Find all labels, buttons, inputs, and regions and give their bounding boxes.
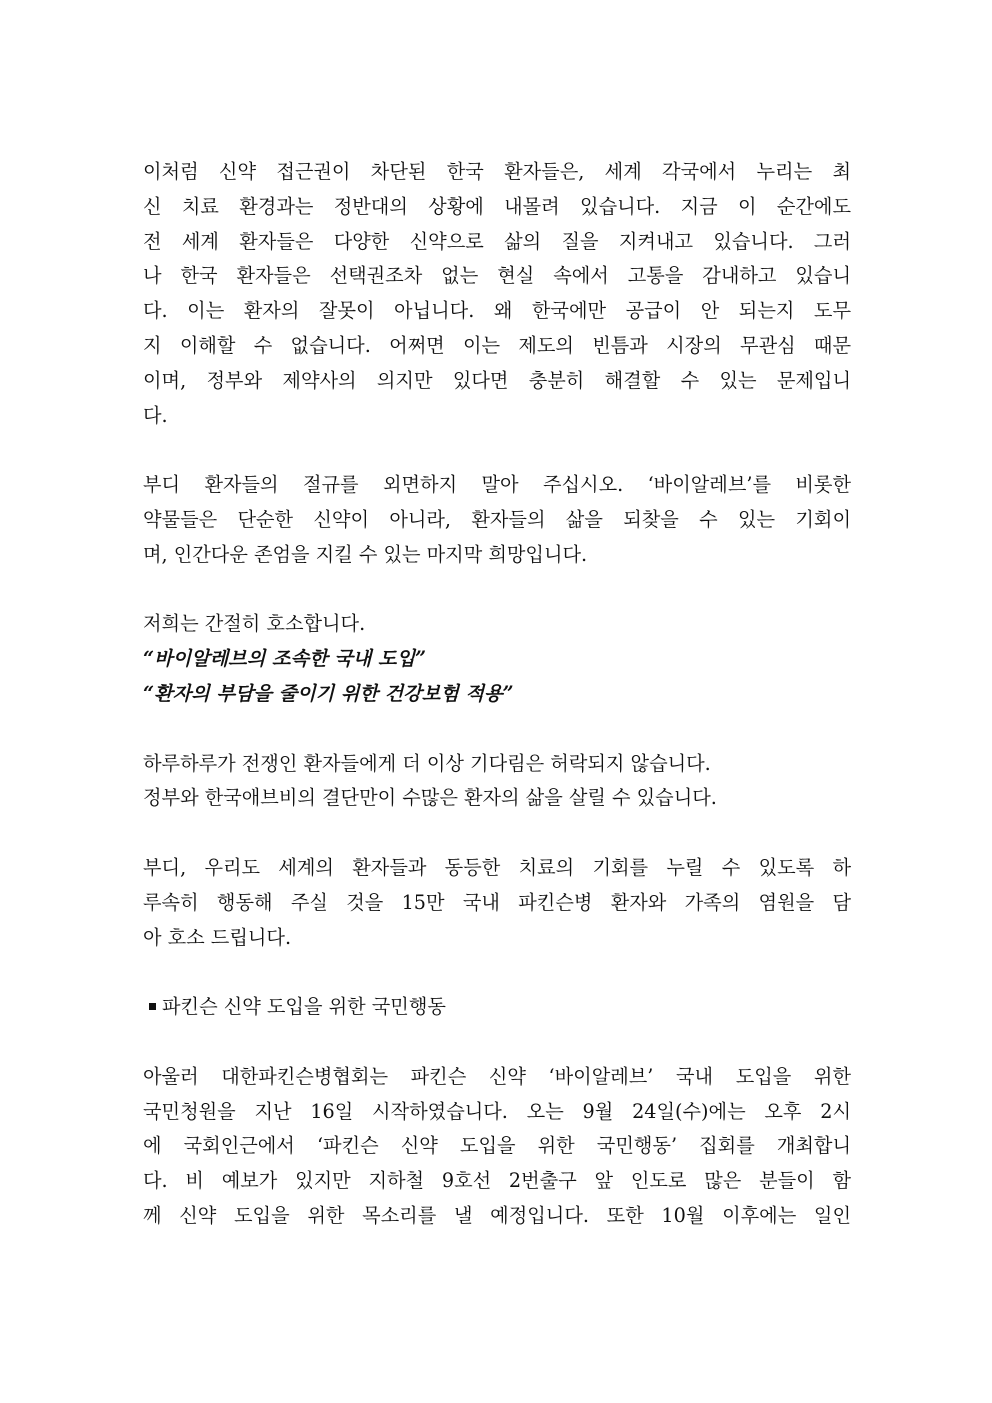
text-line: 부디, 우리도 세계의 환자들과 동등한 치료의 기회를 누릴 수 있도록 하 <box>143 855 851 879</box>
text-line: 아울러 대한파킨슨병협회는 파킨슨 신약 ‘바이알레브’ 국내 도입을 위한 <box>143 1064 851 1088</box>
paragraph-spacer <box>143 816 851 851</box>
text-line: 정부와 한국애브비의 결단만이 수많은 환자의 삶을 살릴 수 있습니다. <box>143 786 717 810</box>
text-line: 며, 인간다운 존엄을 지킬 수 있는 마지막 희망입니다. <box>143 542 588 566</box>
text-line: 다. 이는 환자의 잘못이 아닙니다. 왜 한국에만 공급이 안 되는지 도무 <box>143 299 851 323</box>
paragraph-spacer <box>143 712 851 747</box>
appeal-item: “환자의 부담을 줄이기 위한 건강보험 적용” <box>143 681 514 705</box>
text-line: 국민청원을 지난 16일 시작하였습니다. 오는 9월 24일(수)에는 오후 2시 <box>143 1099 851 1123</box>
paragraph-spacer <box>143 433 851 468</box>
paragraph-patients-blocked <box>143 155 851 433</box>
text-line: 지 이해할 수 없습니다. 어쩌면 이는 제도의 빈틈과 시장의 무관심 때문 <box>143 333 851 357</box>
text-line: 다. 비 예보가 있지만 지하철 9호선 2번출구 앞 인도로 많은 분들이 함 <box>143 1169 851 1193</box>
text-line: 에 국회인근에서 ‘파킨슨 신약 도입을 위한 국민행동’ 집회를 개최합니 <box>143 1134 851 1158</box>
text-line: 부디 환자들의 절규를 외면하지 말아 주십시오. ‘바이알레브’를 비롯한 <box>143 473 851 497</box>
paragraph-spacer <box>143 1025 851 1060</box>
paragraph-plea <box>143 468 851 572</box>
section-heading-text: 파킨슨 신약 도입을 위한 국민행동 <box>162 995 446 1019</box>
text-line: 루속히 행동해 주실 것을 15만 국내 파킨슨병 환자와 가족의 염원을 담 <box>143 890 851 914</box>
square-bullet-icon <box>149 1003 156 1010</box>
paragraph-spacer <box>143 573 851 608</box>
appeal-item: “바이알레브의 조속한 국내 도입” <box>143 647 427 671</box>
paragraph-request <box>143 851 851 955</box>
text-line: 다. <box>143 403 168 427</box>
text-line: 이며, 정부와 제약사의 의지만 있다면 충분히 해결할 수 있는 문제입니 <box>143 368 851 392</box>
text-line: 신 치료 환경과는 정반대의 상황에 내몰려 있습니다. 지금 이 순간에도 <box>143 194 851 218</box>
text-line: 아 호소 드립니다. <box>143 925 292 949</box>
appeal-block <box>143 607 851 711</box>
text-line: 이처럼 신약 접근권이 차단된 한국 환자들은, 세계 각국에서 누리는 최 <box>143 160 851 183</box>
document-page <box>143 155 851 1234</box>
appeal-intro: 저희는 간절히 호소합니다. <box>143 612 366 636</box>
paragraph-spacer <box>143 955 851 990</box>
section-heading <box>143 990 851 1025</box>
text-line: 약물들은 단순한 신약이 아니라, 환자들의 삶을 되찾을 수 있는 기회이 <box>143 507 851 531</box>
text-line: 께 신약 도입을 위한 목소리를 낼 예정입니다. 또한 10월 이후에는 일인 <box>143 1203 851 1227</box>
paragraph-urgency <box>143 747 851 817</box>
paragraph-petition <box>143 1060 851 1234</box>
text-line: 나 한국 환자들은 선택권조차 없는 현실 속에서 고통을 감내하고 있습니 <box>143 264 851 288</box>
text-line: 하루하루가 전쟁인 환자들에게 더 이상 기다림은 허락되지 않습니다. <box>143 751 711 775</box>
text-line: 전 세계 환자들은 다양한 신약으로 삶의 질을 지켜내고 있습니다. 그러 <box>143 229 851 253</box>
